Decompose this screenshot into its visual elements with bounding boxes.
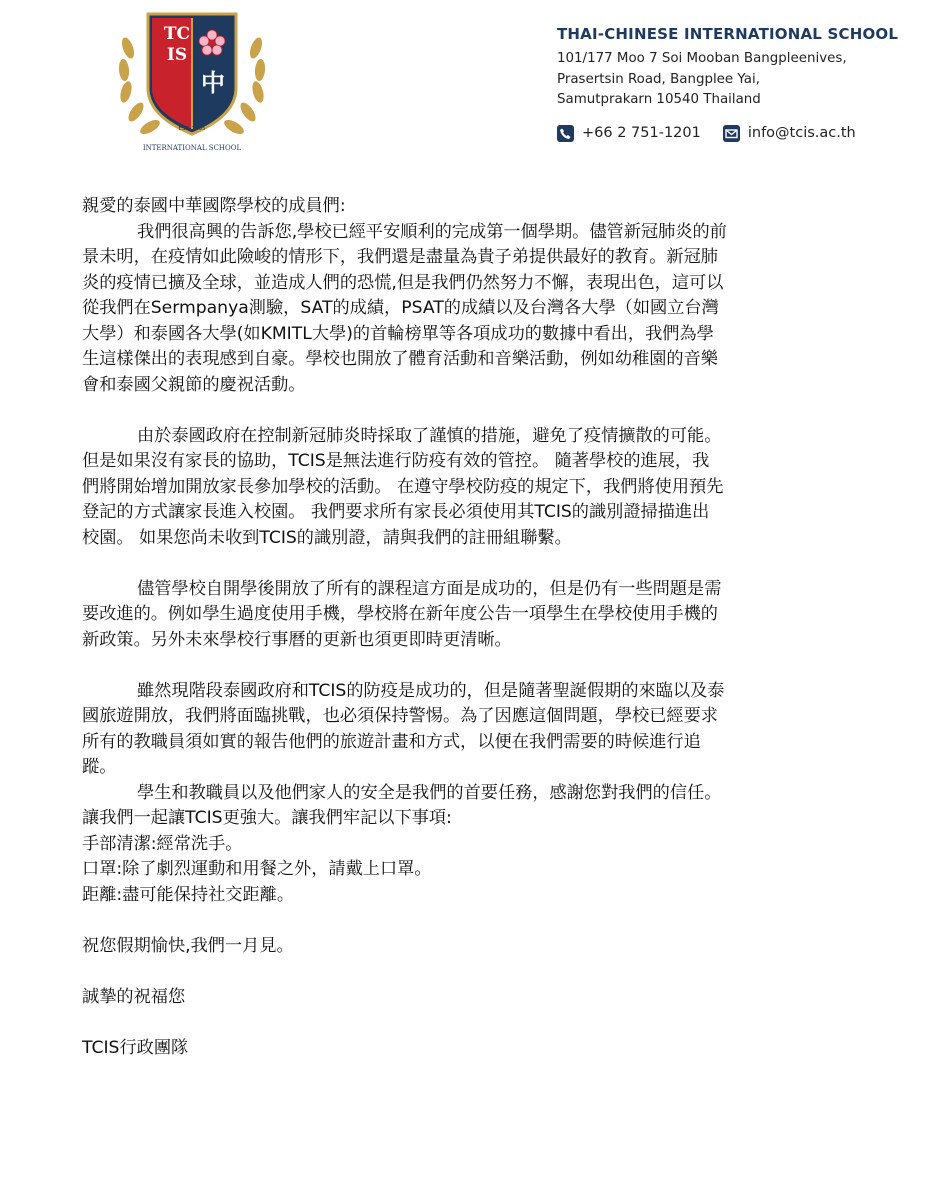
address-line-3: Samutprakarn 10540 Thailand [557,92,761,107]
paragraph-line: 所有的教職員須如實的報告他們的旅遊計畫和方式，以便在我們需要的時候進行追 [82,731,701,752]
paragraph-line: 大學）和泰國各大學(如KMITL大學)的首輪榜單等各項成功的數據中看出，我們為學 [82,323,714,344]
paragraph-4 [82,679,857,781]
paragraph-line: 從我們在Sermpanya測驗，SAT的成績，PSAT的成績以及台灣各大學（如國立台灣 [82,298,719,318]
paragraph-line: 登記的方式讓家長進入校園。 我們要求所有家長必須使用其TCIS的識別證掃描進出 [82,502,710,522]
signature: TCIS行政團隊 [82,1037,189,1058]
paragraph-line: 由於泰國政府在控制新冠肺炎時採取了謹慎的措施，避免了疫情擴散的可能。 [137,425,722,446]
paragraph-5 [82,781,857,832]
list-item: 手部清潔:經常洗手。 [82,833,243,854]
phone-icon [557,125,574,142]
paragraph-line: 蹤。 [82,757,117,777]
list-item: 距離:盡可能保持社交距離。 [82,884,295,905]
contact-row [557,125,902,142]
regards: 誠摯的祝福您 [82,986,186,1007]
logo-letters: TCIS [163,24,191,65]
paragraph-line: 學生和教職員以及他們家人的安全是我們的首要任務，感謝您對我們的信任。 [137,782,722,803]
paragraph-line: 新政策。另外未來學校行事曆的更新也須更即時更清晰。 [82,629,512,650]
email-address[interactable]: info@tcis.ac.th [747,125,856,141]
letter-body [82,194,857,1061]
paragraph-line: 雖然現階段泰國政府和TCIS的防疫是成功的，但是隨著聖誕假期的來臨以及泰 [137,680,725,701]
paragraph-line: 炎的疫情已擴及全球，並造成人們的恐慌,但是我們仍然努力不懈，表現出色，這可以 [82,272,724,293]
paragraph-1 [82,220,857,399]
paragraph-line: 讓我們一起讓TCIS更強大。讓我們牢記以下事項: [82,808,452,828]
school-name: THAI-CHINESE INTERNATIONAL SCHOOL [557,25,899,43]
paragraph-line: 要改進的。例如學生過度使用手機，學校將在新年度公告一項學生在學校使用手機的 [82,604,718,624]
phone-number[interactable]: +66 2 751-1201 [582,125,701,141]
list-item: 口罩:除了劇烈運動和用餐之外，請戴上口罩。 [82,859,432,879]
address-line-2: Prasertsin Road, Bangplee Yai, [557,71,760,87]
paragraph-line: 會和泰國父親節的慶祝活動。 [82,374,306,395]
paragraph-2 [82,424,857,552]
salutation: 親愛的泰國中華國際學校的成員們: [82,196,346,216]
logo-est: EST. 1995 [178,126,206,132]
paragraph-line: 們將開始增加開放家長參加學校的活動。 在遵守學校防疫的規定下，我們將使用預先 [82,476,724,497]
paragraph-line: 景未明，在疫情如此險峻的情形下，我們還是盡量為貴子弟提供最好的教育。新冠肺 [82,247,718,267]
school-logo [112,8,272,158]
paragraph-line: 但是如果沒有家長的協助，TCIS是無法進行防疫有效的管控。 隨著學校的進展，我 [82,451,710,471]
reminder-list [82,832,857,909]
paragraph-line: 生這樣傑出的表現感到自豪。學校也開放了體育活動和音樂活動，例如幼稚園的音樂 [82,349,718,369]
paragraph-line: 我們很高興的告訴您,學校已經平安順利的完成第一個學期。儘管新冠肺炎的前 [137,221,727,242]
paragraph-line: 儘管學校自開學後開放了所有的課程這方面是成功的，但是仍有一些問題是需 [137,578,722,599]
email-icon [723,125,740,142]
school-info [557,25,902,142]
svg-text:INTERNATIONAL SCHOOL: INTERNATIONAL SCHOOL [142,144,242,152]
logo-chinese-char: 中 [201,69,225,97]
closing: 祝您假期愉快,我們一月見。 [82,935,294,956]
paragraph-line: 國旅遊開放，我們將面臨挑戰，也必須保持警惕。為了因應這個問題，學校已經要求 [82,706,718,726]
paragraph-line: 校園。 如果您尚未收到TCIS的識別證，請與我們的註冊組聯繫。 [82,527,572,548]
paragraph-3 [82,577,857,654]
address-line-1: 101/177 Moo 7 Soi Mooban Bangpleenives, [557,51,847,66]
